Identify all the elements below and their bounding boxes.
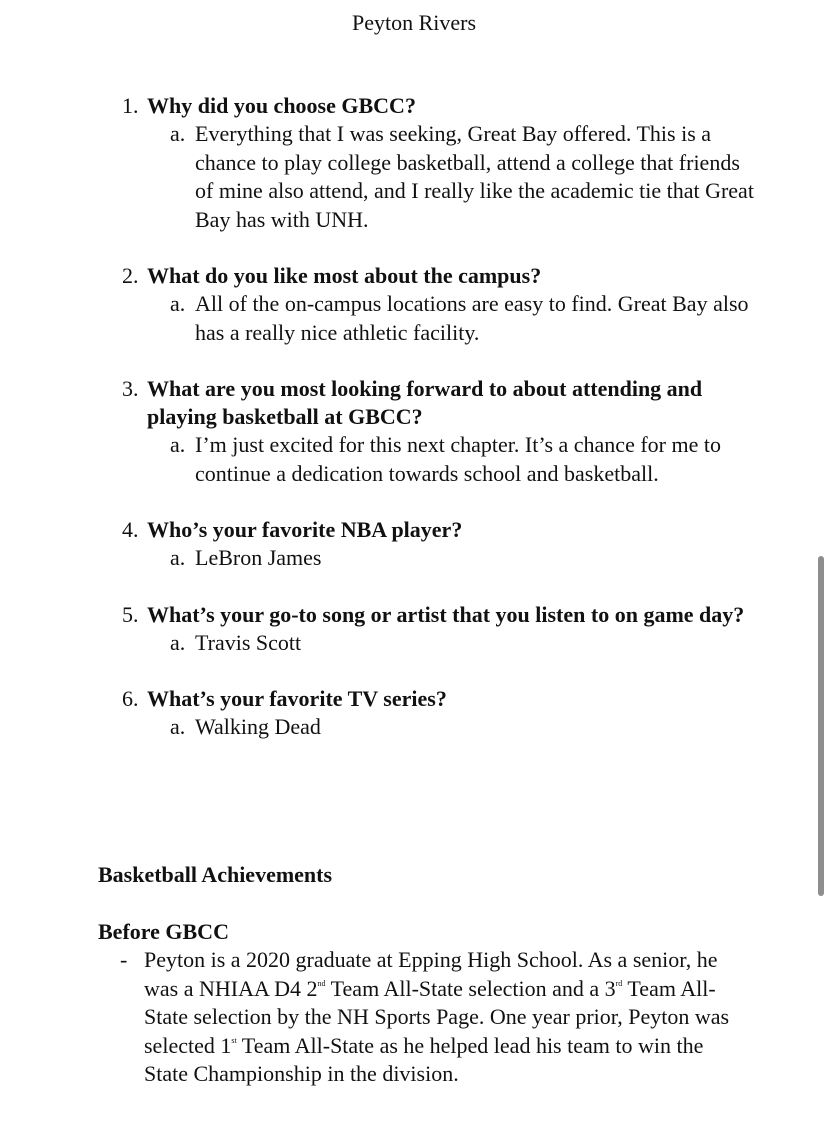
bullet-dash: - xyxy=(120,947,128,972)
before-gbcc-heading: Before GBCC xyxy=(98,919,229,944)
answer-text: Travis Scott xyxy=(195,629,302,655)
qa-item xyxy=(0,516,828,573)
qa-item xyxy=(0,601,828,658)
answer-text: I’m just excited for this next chapter. It’s a chance for me to continue a dedication towards school and basketball. xyxy=(195,432,721,486)
question-row xyxy=(0,92,828,120)
question-text: What are you most looking forward to about attending and playing basketball at GBCC? xyxy=(147,376,703,429)
achievements-heading: Basketball Achievements xyxy=(98,862,333,887)
answer-text: Walking Dead xyxy=(195,714,321,739)
qa-item xyxy=(0,685,828,742)
question-text: Why did you choose GBCC? xyxy=(147,93,416,118)
answer-letter: a. xyxy=(170,432,186,457)
bio-part-4: Team All-State as he helped lead his team to win the State Championship in the division. xyxy=(144,1032,704,1086)
question-row xyxy=(0,375,828,431)
vertical-scrollbar[interactable] xyxy=(818,556,824,896)
question-text: What do you like most about the campus? xyxy=(147,263,542,288)
ordinal-sup-st: st xyxy=(231,1035,237,1045)
qa-item xyxy=(0,375,828,488)
answer-row xyxy=(0,544,828,573)
question-text: Who’s your favorite NBA player? xyxy=(147,517,463,542)
question-row xyxy=(0,262,828,290)
answer-letter: a. xyxy=(170,545,186,570)
question-number: 1. xyxy=(122,93,139,118)
question-number: 3. xyxy=(122,376,139,401)
answer-text: LeBron James xyxy=(195,545,322,570)
question-text: What’s your go-to song or artist that you listen to on game day? xyxy=(147,601,745,627)
answer-row xyxy=(0,629,828,658)
question-row xyxy=(0,516,828,544)
page-title: Peyton Rivers xyxy=(351,10,477,35)
answer-row xyxy=(0,713,828,742)
qa-item xyxy=(0,262,828,347)
answer-row xyxy=(0,431,828,488)
question-text: What’s your favorite TV series? xyxy=(147,686,447,711)
answer-letter: a. xyxy=(170,291,186,316)
question-row xyxy=(0,601,828,629)
ordinal-sup-nd: nd xyxy=(317,978,326,988)
qa-list xyxy=(0,92,828,770)
bio-part-2: Team All-State selection and a 3 xyxy=(325,975,616,1001)
answer-row xyxy=(0,120,828,234)
answer-letter: a. xyxy=(170,714,186,739)
bio-part-1: Peyton is a 2020 graduate at Epping High School. As a senior, he was a NHIAA D4 2 xyxy=(144,947,718,1001)
question-number: 2. xyxy=(122,263,139,288)
bio-bullet xyxy=(120,946,760,1089)
question-row xyxy=(0,685,828,713)
answer-row xyxy=(0,290,828,347)
qa-item xyxy=(0,92,828,234)
bio-text xyxy=(144,946,744,1089)
bio-part-3: Team All-State selection by the NH Sports Page. One year prior, Peyton was selected 1 xyxy=(144,975,730,1058)
question-number: 6. xyxy=(122,686,139,711)
bio-row xyxy=(120,946,760,1089)
question-number: 4. xyxy=(122,517,139,542)
answer-text: All of the on-campus locations are easy to find. Great Bay also has a really nice athletic facility. xyxy=(195,291,749,345)
answer-text: Everything that I was seeking, Great Bay offered. This is a chance to play college basketball, attend a college that friends of mine also attend, and I really like the academic tie that Great Bay has with UNH. xyxy=(195,121,754,232)
ordinal-sup-rd: rd xyxy=(615,978,623,988)
answer-letter: a. xyxy=(170,629,186,655)
question-number: 5. xyxy=(122,601,139,627)
answer-letter: a. xyxy=(170,121,186,146)
